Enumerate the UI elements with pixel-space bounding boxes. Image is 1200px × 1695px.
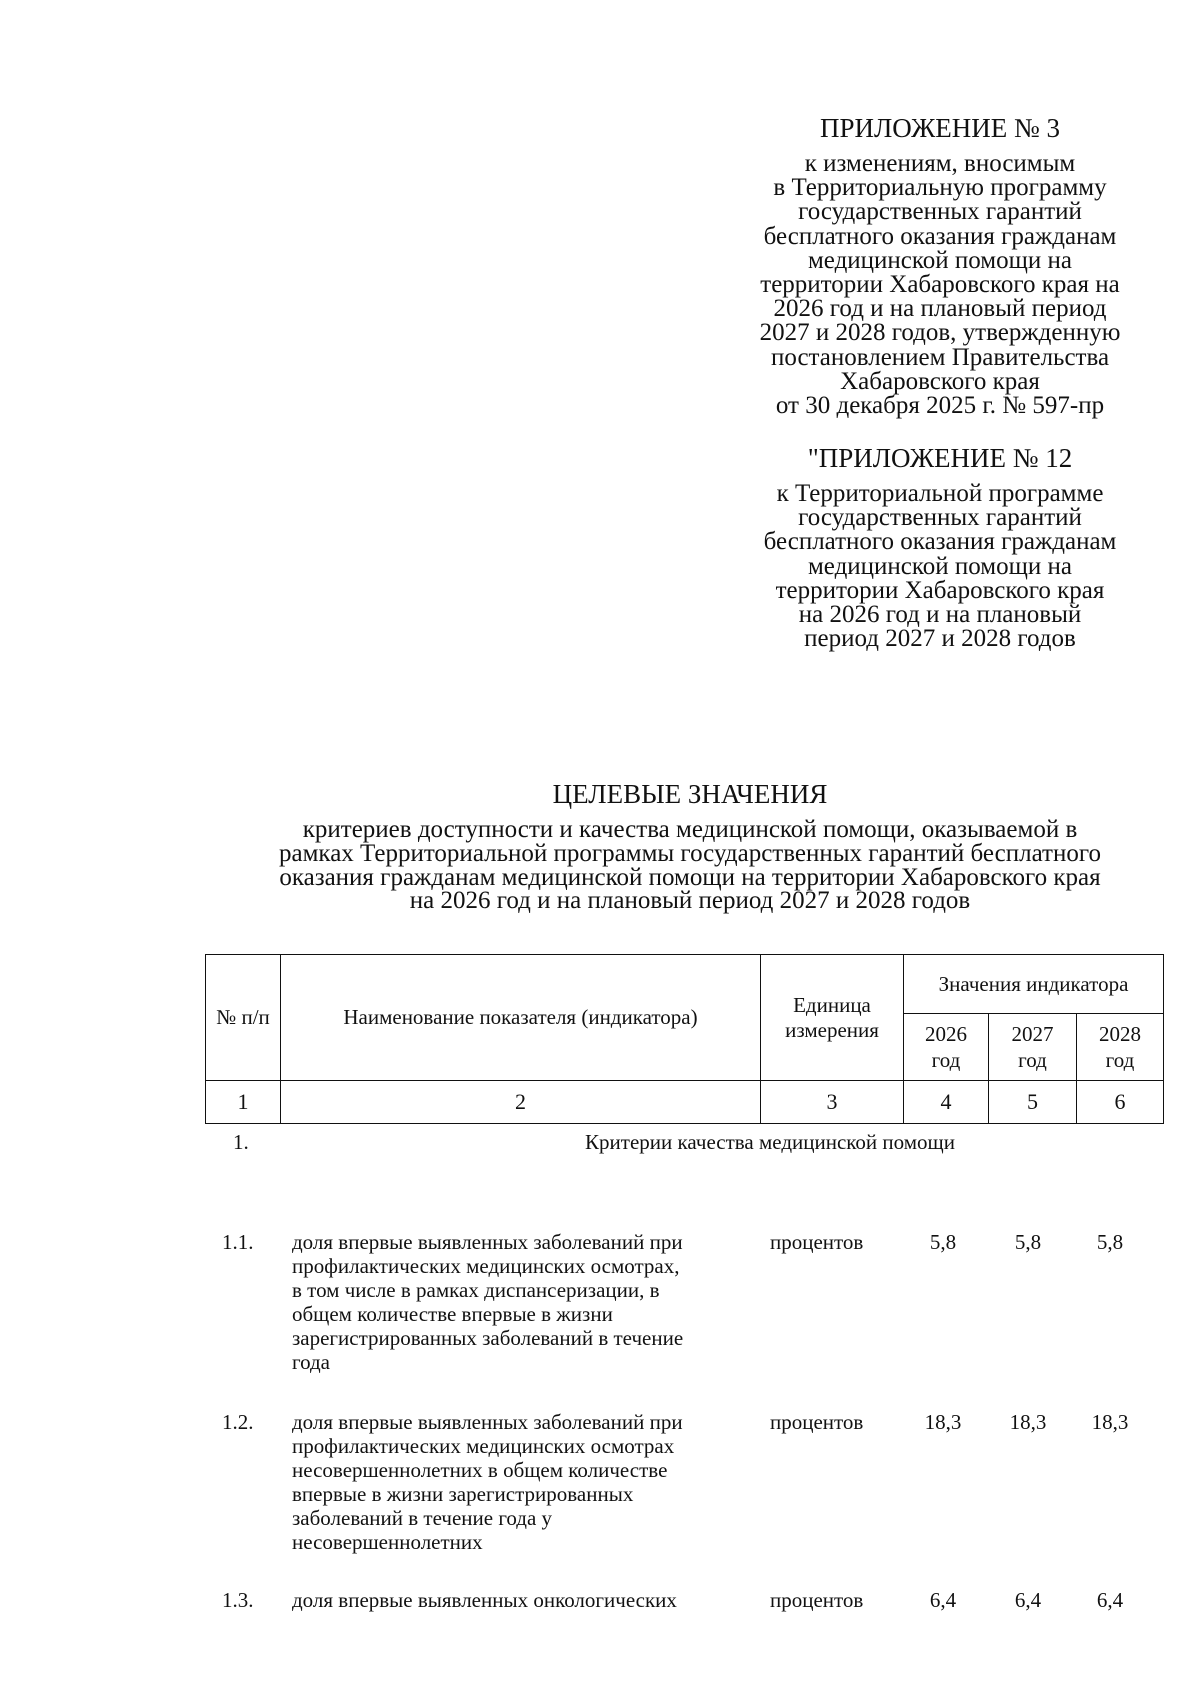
col-header-values: Значения индикатора	[904, 955, 1164, 1014]
col-header-year-2027	[989, 1014, 1077, 1081]
appendix-3-line: 2026 год и на плановый период	[773, 295, 1107, 323]
row-unit: процентов	[770, 1588, 864, 1612]
row-value-2028: 5,8	[1096, 1230, 1124, 1254]
row-description	[292, 1588, 762, 1612]
heading-title: ЦЕЛЕВЫЕ ЗНАЧЕНИЯ	[552, 779, 828, 809]
row-unit: процентов	[770, 1410, 864, 1434]
heading-line: на 2026 год и на плановый период 2027 и 2028 годов	[409, 887, 971, 915]
col-number-cell: 3	[761, 1081, 904, 1124]
row-value-2028: 18,3	[1091, 1410, 1129, 1434]
appendix-3-line: от 30 декабря 2025 г. № 597-пр	[775, 392, 1105, 420]
appendix-12-line: к Территориальной программе	[776, 480, 1104, 507]
year-suffix: год	[1018, 1048, 1047, 1072]
col-header-unit	[761, 955, 904, 1081]
year-value: 2028	[1099, 1022, 1141, 1046]
appendix-3-block	[720, 112, 1160, 418]
appendix-3-line: к изменениям, вносимым	[804, 150, 1076, 177]
heading-subtitle	[200, 818, 1180, 913]
appendix-3-line: территории Хабаровского края на	[760, 271, 1120, 299]
row-value-2026: 5,8	[929, 1230, 957, 1254]
appendix-12-title: "ПРИЛОЖЕНИЕ № 12	[807, 443, 1073, 473]
document-heading	[200, 778, 1180, 913]
row-description-line: в том числе в рамках диспансеризации, в	[292, 1278, 660, 1302]
row-value-2027: 18,3	[1009, 1410, 1047, 1434]
heading-line: рамках Территориальной программы государственных гарантий бесплатного	[279, 839, 1101, 867]
col-header-year-2026	[904, 1014, 989, 1081]
row-description-line: доля впервые выявленных заболеваний при	[292, 1230, 683, 1254]
appendix-3-title: ПРИЛОЖЕНИЕ № 3	[819, 113, 1061, 143]
row-description	[292, 1230, 762, 1374]
row-description-line: несовершеннолетних в общем количестве	[292, 1458, 668, 1482]
col-number-cell: 6	[1077, 1081, 1164, 1124]
row-number: 1.1.	[222, 1230, 254, 1254]
year-suffix: год	[931, 1048, 961, 1072]
appendix-12-line: государственных гарантий	[798, 504, 1082, 532]
col-header-unit-line: измерения	[785, 1017, 879, 1042]
col-header-number: № п/п	[206, 955, 281, 1081]
row-number: 1.3.	[222, 1588, 254, 1612]
section-number: 1.	[233, 1130, 249, 1154]
row-description-line: впервые в жизни зарегистрированных	[292, 1482, 634, 1506]
appendix-12-block	[720, 442, 1160, 651]
year-value: 2026	[925, 1022, 967, 1046]
row-description	[292, 1410, 762, 1554]
row-description-line: доля впервые выявленных онкологических	[292, 1588, 677, 1612]
col-number-cell: 1	[206, 1081, 281, 1124]
col-number-cell: 2	[281, 1081, 761, 1124]
col-header-name: Наименование показателя (индикатора)	[281, 955, 761, 1081]
row-description-line: доля впервые выявленных заболеваний при	[292, 1410, 683, 1434]
row-value-2027: 6,4	[1014, 1588, 1042, 1612]
indicator-table-header	[205, 954, 1164, 1124]
appendix-12-line: медицинской помощи на	[807, 552, 1072, 580]
appendix-3-line: постановлением Правительства	[770, 343, 1110, 371]
appendix-12-line: бесплатного оказания гражданам	[763, 528, 1117, 556]
col-number-cell: 4	[904, 1081, 989, 1124]
row-value-2028: 6,4	[1096, 1588, 1124, 1612]
appendix-3-line: медицинской помощи на	[807, 246, 1072, 274]
appendix-3-line: государственных гарантий	[798, 198, 1082, 226]
row-description-line: зарегистрированных заболеваний в течение	[292, 1326, 684, 1350]
row-value-2026: 18,3	[924, 1410, 962, 1434]
appendix-3-line: Хабаровского края	[840, 367, 1040, 395]
appendix-12-line: территории Хабаровского края	[775, 576, 1105, 604]
row-value-2026: 6,4	[929, 1588, 957, 1612]
appendix-3-text	[720, 152, 1160, 418]
row-description-line: года	[292, 1350, 330, 1374]
col-header-year-2028	[1077, 1014, 1164, 1081]
col-header-unit-line: Единица	[793, 992, 871, 1017]
year-suffix: год	[1105, 1048, 1135, 1072]
appendix-3-line: в Территориальную программу	[773, 174, 1107, 202]
heading-line: критериев доступности и качества медицинской помощи, оказываемой в	[302, 816, 1078, 843]
row-value-2027: 5,8	[1014, 1230, 1042, 1254]
row-description-line: несовершеннолетних	[292, 1530, 483, 1554]
appendix-3-line: бесплатного оказания гражданам	[763, 222, 1117, 250]
appendix-3-line: 2027 и 2028 годов, утвержденную	[759, 319, 1121, 347]
col-number-cell: 5	[989, 1081, 1077, 1124]
heading-line: оказания гражданам медицинской помощи на территории Хабаровского края	[279, 863, 1101, 891]
appendix-12-text	[720, 482, 1160, 651]
row-description-line: заболеваний в течение года у	[292, 1506, 553, 1530]
row-number: 1.2.	[222, 1410, 254, 1434]
section-title: Критерии качества медицинской помощи	[585, 1130, 955, 1154]
row-unit: процентов	[770, 1230, 864, 1254]
appendix-12-line: на 2026 год и на плановый	[798, 601, 1082, 629]
year-value: 2027	[1011, 1022, 1054, 1046]
row-description-line: профилактических медицинских осмотрах,	[292, 1254, 680, 1278]
row-description-line: общем количестве впервые в жизни	[292, 1302, 613, 1326]
row-description-line: профилактических медицинских осмотрах	[292, 1434, 675, 1458]
appendix-12-line: период 2027 и 2028 годов	[804, 625, 1076, 653]
